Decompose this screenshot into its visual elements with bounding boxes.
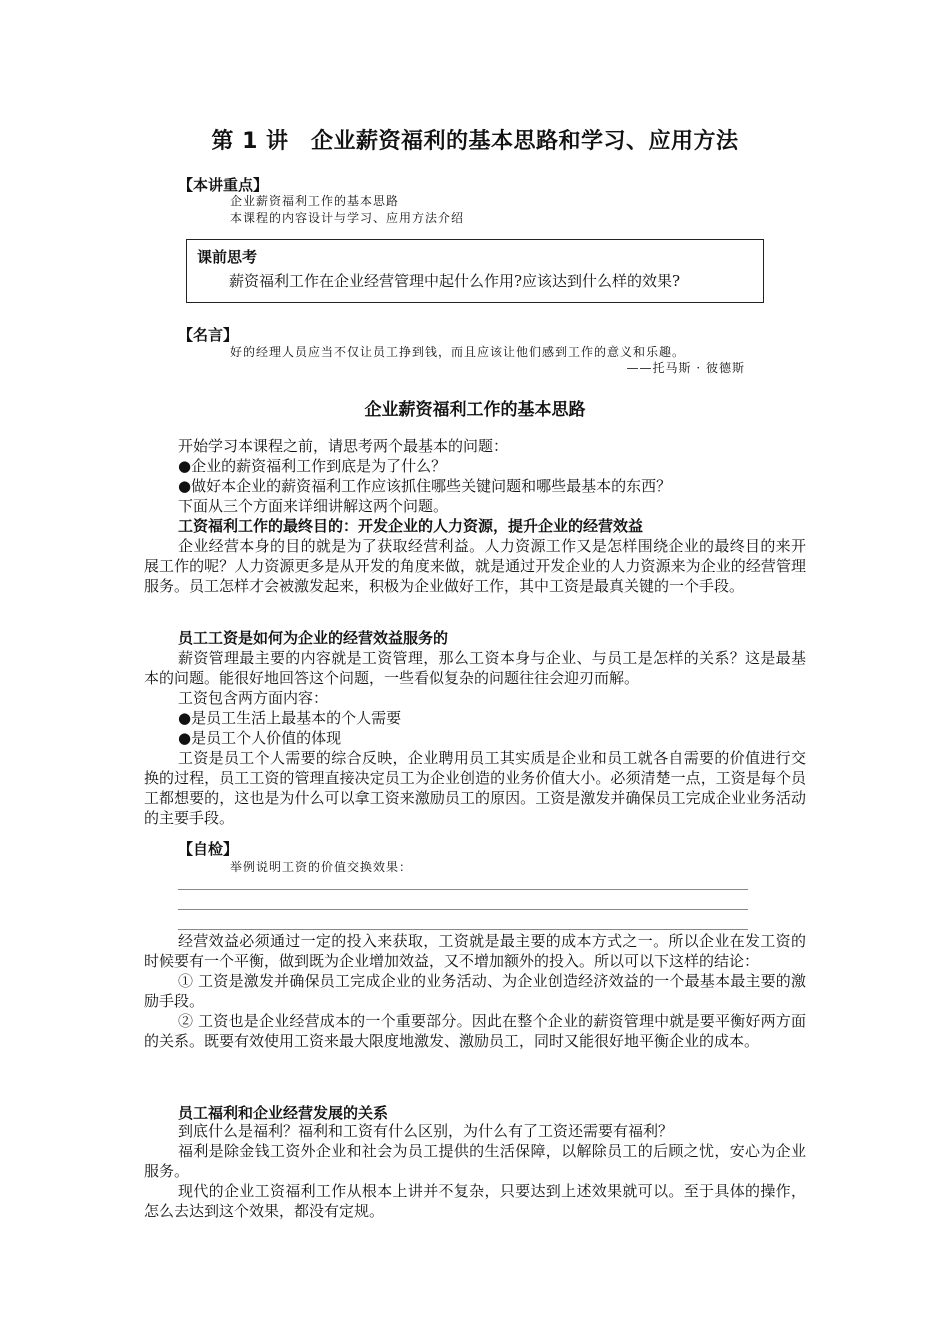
bullet-item: ●企业的薪资福利工作到底是为了什么？: [178, 457, 447, 475]
numbered-item: ② 工资也是企业经营成本的一个重要部分。因此在整个企业的薪资管理中就是要平衡好两方面的关系。既要有效使用工资来最大限度地激发、激励员工，同时又能很好地平衡企业的成本。: [144, 1012, 806, 1050]
part2b-block: [144, 931, 806, 1051]
paragraph: 薪资管理最主要的内容就是工资管理，那么工资本身与企业、与员工是怎样的关系？这是最基本的问题。能很好地回答这个问题，一些看似复杂的问题往往会迎刃而解。: [144, 649, 806, 687]
bullet-item: ●是员工生活上最基本的个人需要: [178, 709, 402, 727]
pre-thinking-box: [186, 239, 764, 303]
pre-thinking-title: 课前思考: [197, 248, 258, 266]
paragraph: 工资是员工个人需要的综合反映，企业聘用员工其实质是企业和员工就各自需要的价值进行交换的过程，员工工资的管理直接决定员工为企业创造的业务价值大小。必须清楚一点，工资是每个员工都想要的，这也是为什么可以拿工资来激励员工的原因。工资是激发并确保员工完成企业业务活动的主要手段。: [144, 749, 806, 827]
pre-thinking-question: 薪资福利工作在企业经营管理中起什么作用?应该达到什么样的效果?: [229, 272, 681, 290]
intro-block: [178, 436, 806, 516]
paragraph: 现代的企业工资福利工作从根本上讲并不复杂，只要达到上述效果就可以。至于具体的操作，怎么去达到这个效果，都没有定规。: [144, 1182, 806, 1220]
part2-block: [144, 648, 806, 828]
intro-lead: 开始学习本课程之前，请思考两个最基本的问题：: [178, 437, 509, 455]
intro-tail: 下面从三个方面来详细讲解这两个问题。: [178, 497, 449, 515]
paragraph: 企业经营本身的目的就是为了获取经营利益。人力资源工作又是怎样围绕企业的最终目的来开展工作的呢？人力资源更多是从开发的角度来做，就是通过开发企业的人力资源来为企业的经营管理服务。员工怎样才会被激发起来，积极为企业做好工作，其中工资是最真关键的一个手段。: [144, 537, 806, 595]
self-check-prompt: 举例说明工资的价值交换效果：: [230, 860, 413, 874]
key-point-item: 企业薪资福利工作的基本思路: [230, 194, 400, 208]
answer-line[interactable]: [178, 929, 748, 930]
part3-heading: 员工福利和企业经营发展的关系: [178, 1104, 389, 1122]
part1-paragraph: [144, 536, 806, 596]
part1-heading: 工资福利工作的最终目的：开发企业的人力资源，提升企业的经营效益: [178, 517, 644, 535]
self-check-label: 【自检】: [178, 840, 239, 858]
page-title: 第 1 讲 企业薪资福利的基本思路和学习、应用方法: [211, 129, 739, 154]
numbered-item: ① 工资是激发并确保员工完成企业的业务活动、为企业创造经济效益的一个最基本最主要的激励手段。: [144, 972, 806, 1010]
quote-label: 【名言】: [178, 326, 239, 344]
quote-text: 好的经理人员应当不仅让员工挣到钱，而且应该让他们感到工作的意义和乐趣。: [230, 345, 686, 359]
paragraph: 福利是除金钱工资外企业和社会为员工提供的生活保障，以解除员工的后顾之忧，安心为企业服务。: [144, 1142, 806, 1180]
answer-line[interactable]: [178, 889, 748, 890]
paragraph: 工资包含两方面内容：: [178, 689, 329, 707]
section-title: 企业薪资福利工作的基本思路: [364, 400, 586, 420]
answer-line[interactable]: [178, 909, 748, 910]
key-point-item: 本课程的内容设计与学习、应用方法介绍: [230, 211, 465, 225]
paragraph: 经营效益必须通过一定的投入来获取，工资就是最主要的成本方式之一。所以企业在发工资的时候要有一个平衡，做到既为企业增加效益，又不增加额外的投入。所以可以下这样的结论：: [144, 932, 806, 970]
paragraph: 到底什么是福利？福利和工资有什么区别，为什么有了工资还需要有福利？: [178, 1122, 674, 1140]
bullet-item: ●做好本企业的薪资福利工作应该抓住哪些关键问题和哪些最基本的东西？: [178, 477, 672, 495]
quote-source: ——托马斯 · 彼德斯: [626, 361, 745, 375]
key-points-label: 【本讲重点】: [178, 176, 269, 194]
part3-block: [144, 1121, 806, 1221]
part2-heading: 员工工资是如何为企业的经营效益服务的: [178, 629, 449, 647]
bullet-item: ●是员工个人价值的体现: [178, 729, 342, 747]
